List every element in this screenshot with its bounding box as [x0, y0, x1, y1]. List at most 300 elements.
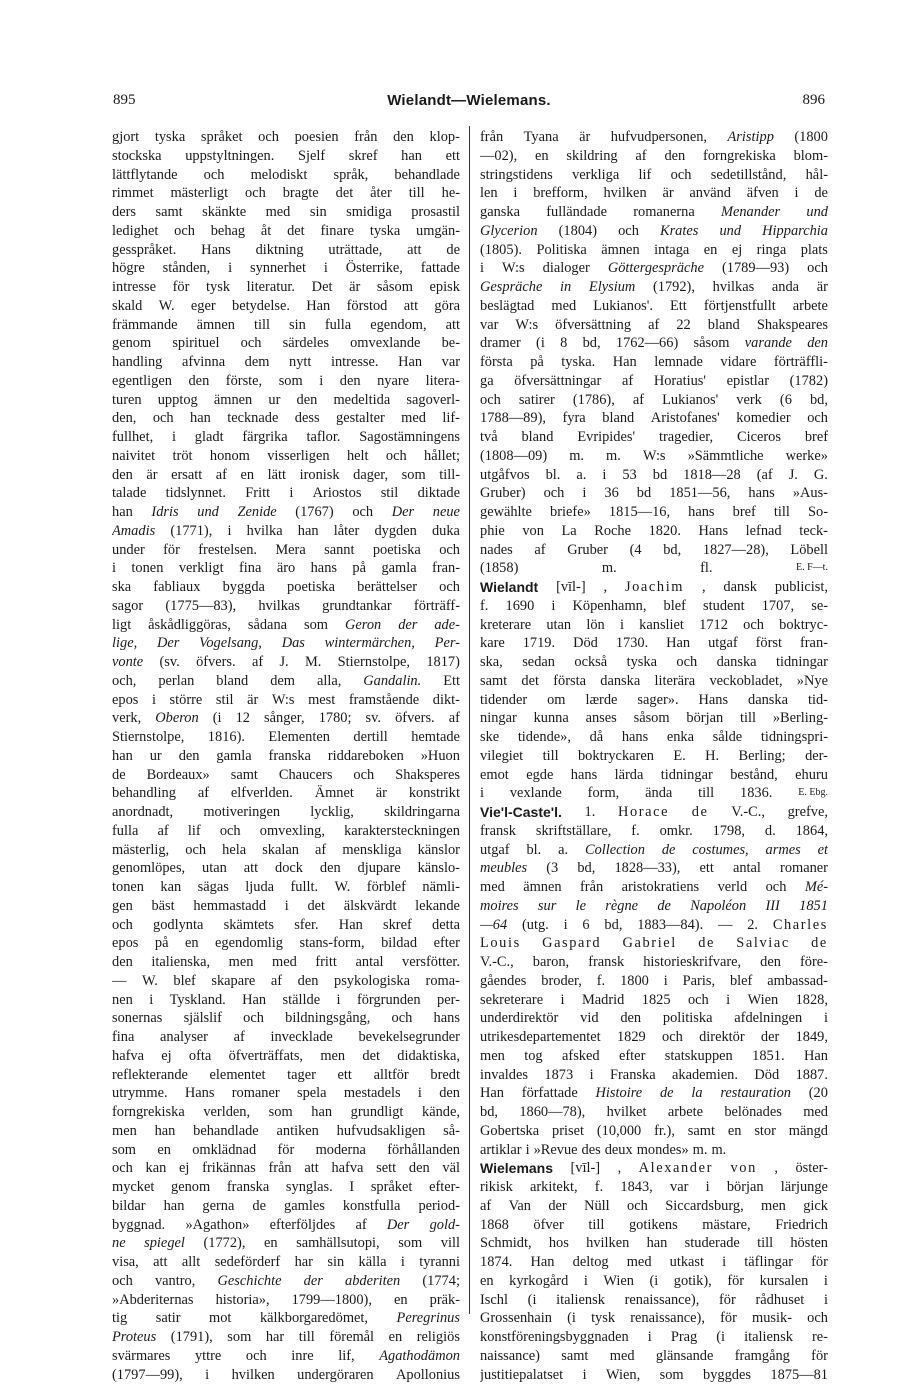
word: känslo- [417, 860, 460, 877]
word: bd [636, 485, 652, 502]
word: en [263, 1235, 278, 1252]
word: till [740, 710, 756, 727]
word: turen [112, 391, 142, 408]
word: och [807, 1310, 828, 1327]
word: Roche [594, 522, 632, 539]
text-line [112, 766, 460, 785]
word: perlan [158, 672, 195, 689]
word: det [521, 672, 540, 689]
italic-title: abderiten [345, 1272, 401, 1289]
text-line [480, 1122, 828, 1141]
word: i [336, 991, 341, 1008]
word: förträff- [413, 597, 460, 614]
italic-title: Der [386, 1216, 410, 1233]
text-line [112, 334, 460, 353]
word: »Abderiternas [112, 1291, 194, 1308]
word: i [513, 185, 518, 202]
word: och [765, 879, 787, 895]
word: och [353, 766, 375, 783]
text-line [480, 484, 828, 503]
word: dager, [353, 466, 389, 483]
word: phie [480, 522, 505, 539]
word: den [112, 466, 133, 483]
word: motiveringen [203, 804, 281, 820]
word: fr.), [654, 1122, 675, 1139]
text-line [112, 222, 460, 241]
word: efterföljdes [269, 1216, 336, 1233]
word: och [618, 222, 639, 239]
word: öfver [533, 1216, 564, 1233]
text-line [480, 259, 828, 278]
word: Han [480, 1085, 504, 1102]
text-line [480, 803, 828, 822]
word: hans [621, 729, 649, 745]
word: bref [804, 429, 828, 445]
word: (i [716, 1329, 726, 1345]
word: i [582, 485, 587, 502]
word: tidslynnet. [165, 485, 226, 502]
italic-title: Krates [659, 222, 699, 239]
word: så- [443, 1122, 460, 1139]
word: stor [754, 1122, 776, 1139]
word: detta [432, 916, 460, 933]
word: komedier [736, 410, 791, 427]
word: Bordeaux» [146, 766, 210, 783]
word: färgrika [242, 429, 288, 445]
word: Friedrich [775, 1216, 828, 1233]
word: i [205, 1366, 210, 1383]
word: der- [805, 747, 828, 764]
word: lättflytande [112, 166, 178, 183]
word: mästerligt [170, 185, 229, 202]
word: förstod [346, 297, 388, 314]
word: och [807, 410, 828, 427]
text-line [480, 1291, 828, 1310]
word: 1762—66) [615, 335, 679, 352]
word: nyare [377, 372, 410, 389]
word: sagor [112, 597, 144, 614]
running-head: Wielandt—Wielemans. [387, 92, 551, 109]
word: i [319, 372, 324, 389]
word: se- [811, 597, 828, 614]
text-line [112, 409, 460, 428]
word: tidningar [660, 766, 713, 783]
word: kunna [533, 710, 569, 727]
italic-title: Göttergespräche [607, 260, 704, 277]
word: äfven [746, 185, 779, 202]
word: konstföreningsbyggnaden [480, 1329, 629, 1345]
word: gjort [112, 129, 140, 145]
text-line [112, 259, 460, 278]
text-line [112, 372, 460, 391]
text-line [112, 1347, 460, 1366]
word: len [480, 185, 498, 202]
text-line [480, 597, 828, 616]
word: historieskrifvare, [643, 954, 742, 970]
text-line [112, 1291, 460, 1310]
word: utgaf [708, 635, 738, 652]
word: omklädnad [192, 1141, 257, 1158]
word: satirer [518, 391, 555, 408]
word: i [560, 991, 565, 1008]
word: 1828—33), [614, 860, 681, 877]
word: inre [291, 1347, 314, 1364]
word: fattade [420, 260, 460, 277]
word: hvilken [586, 1235, 630, 1252]
word: och [245, 185, 266, 202]
word: också [574, 654, 608, 670]
word: med [609, 1347, 635, 1364]
word: 1817) [426, 654, 460, 670]
word: omvexling, [259, 822, 325, 839]
word: ända [645, 785, 673, 802]
word: E. [673, 747, 686, 764]
word: skref [383, 916, 412, 933]
word: 1851—56, [669, 485, 731, 502]
word: fullhet, [112, 429, 154, 445]
word: intresse. [330, 354, 379, 370]
word: Horatius' [653, 372, 706, 389]
word: fina [239, 560, 262, 577]
word: karaktersteckningen [344, 822, 460, 839]
word: spela [296, 1085, 327, 1102]
word: de [814, 185, 828, 202]
text-line [480, 1253, 828, 1272]
word: till [542, 747, 559, 764]
word: m. [601, 560, 617, 577]
word: tager [287, 1066, 316, 1083]
word: tysk [206, 279, 231, 295]
word: djupare [357, 860, 401, 877]
word: (1808—09) [480, 447, 548, 464]
word: Tyskland. [169, 991, 226, 1008]
word: fransk [480, 822, 516, 839]
word: W. [158, 297, 175, 314]
word: han [163, 1197, 185, 1214]
text-line [112, 841, 460, 860]
word: hufvudsakligen [336, 1122, 426, 1139]
word: före- [800, 954, 828, 970]
word: 1860—78), [519, 1104, 586, 1120]
word: i [823, 1272, 828, 1289]
word: och [662, 1029, 683, 1045]
word: ske [480, 729, 500, 745]
word: bland [707, 316, 740, 333]
italic-title: Geschichte [217, 1272, 282, 1289]
word: sett [376, 1160, 397, 1177]
word: fulländade [546, 204, 607, 220]
word: 22 [676, 316, 691, 333]
word: ej [731, 241, 743, 258]
word: Ämnet [314, 785, 354, 802]
word: — [112, 972, 127, 989]
word: på [154, 935, 169, 952]
word: är [247, 691, 259, 708]
italic-title: gold- [429, 1216, 460, 1233]
italic-title: la [691, 1085, 703, 1102]
word: och [385, 447, 407, 464]
word: stockska [112, 147, 162, 164]
text-line [112, 1047, 460, 1066]
word: till [757, 1235, 774, 1252]
word: af [355, 1216, 367, 1233]
text-line [480, 203, 828, 222]
word: fulla [112, 822, 139, 839]
word: för [811, 1347, 828, 1364]
word: Ett [443, 672, 460, 689]
word: italiensk [744, 1329, 793, 1345]
word: boktryckaren [577, 747, 654, 764]
word: de [112, 766, 126, 783]
word: honom [209, 447, 250, 464]
word: och [670, 166, 692, 183]
word: från [354, 129, 378, 145]
text-line [480, 316, 828, 335]
word: är [375, 785, 387, 802]
word: uppstyltningen. [185, 147, 275, 164]
word: och [480, 391, 501, 408]
word: åt [260, 222, 272, 239]
word: publicist, [774, 579, 828, 595]
word: för [163, 541, 180, 558]
word: bildar [112, 1197, 146, 1214]
word: konstfulla [342, 1197, 401, 1214]
word: ningar [480, 710, 517, 727]
word: , [701, 579, 706, 595]
word: (1792), [652, 279, 695, 295]
word: bland [602, 410, 635, 427]
word: på [352, 560, 367, 577]
word: rikisk [480, 1179, 513, 1195]
word: ligt [112, 616, 132, 633]
word: (i [649, 1272, 659, 1289]
word: känslor [417, 841, 460, 858]
word: nades [480, 541, 513, 558]
word: stans-form, [299, 935, 365, 952]
word: epos [112, 691, 139, 708]
word: V.-C., [731, 804, 765, 820]
word: (1789—93) [722, 260, 790, 277]
word: skriftställare, [535, 822, 612, 839]
word: det [287, 222, 305, 239]
italic-title: Per- [434, 635, 460, 652]
word: 1828, [795, 991, 828, 1008]
word: i [563, 916, 568, 933]
headword: Wielandt [480, 579, 539, 595]
word: (1797—99), [112, 1366, 183, 1383]
word: den [439, 1085, 460, 1102]
text-line [480, 466, 828, 485]
word: i [323, 260, 328, 277]
word: Siccardsburg, [665, 1197, 744, 1214]
word: [vīl-] [556, 579, 586, 595]
word: om [547, 691, 566, 708]
italic-title: ade- [434, 616, 460, 633]
word: lif [187, 822, 201, 839]
word: antal [732, 860, 761, 877]
word: kansliet [639, 616, 684, 633]
word: för [720, 1310, 737, 1327]
spaced-name: de [691, 804, 709, 820]
word: Han [338, 916, 363, 933]
word: med [480, 879, 505, 895]
word: (1774; [422, 1272, 460, 1289]
word: sager». [637, 691, 679, 708]
word: (1772), [203, 1235, 246, 1252]
word: till [408, 185, 425, 202]
column-rule [469, 126, 470, 1314]
word: student [703, 597, 745, 614]
word: fransk [588, 954, 625, 970]
text-line [112, 972, 460, 991]
word: veckobladet, [709, 672, 783, 689]
word: bland [521, 429, 554, 445]
word: (20 [808, 1085, 828, 1102]
word: byggda [222, 579, 265, 595]
headword: Vie'l-Caste'l. [480, 804, 562, 820]
word: och [112, 916, 133, 933]
word: af [251, 654, 264, 670]
word: poetiska [372, 541, 421, 558]
word: 1874. [480, 1254, 513, 1270]
text-line [480, 953, 828, 972]
word: i [726, 991, 731, 1008]
word: rådhuset [755, 1291, 805, 1308]
word: Ariostos [312, 485, 362, 502]
word: den [188, 372, 210, 389]
word: efter [433, 935, 460, 952]
word: fulla [324, 316, 352, 333]
word: betydelse. [232, 297, 290, 314]
word: diktning [255, 241, 304, 258]
italic-title: spiegel [144, 1235, 185, 1252]
italic-title: neue [432, 504, 460, 520]
word: lön [586, 616, 605, 633]
word: skänkte [202, 204, 247, 220]
word: statskuppen [664, 1047, 733, 1064]
text-line [480, 766, 828, 785]
text-line [480, 934, 828, 953]
word: blef [729, 972, 753, 989]
word: d. [764, 822, 776, 839]
word: tyska [154, 129, 186, 145]
word: med [265, 204, 291, 220]
word: Van [508, 1197, 531, 1214]
word: fyra [562, 410, 586, 427]
word: per- [437, 991, 460, 1008]
text-line [480, 841, 828, 860]
word: romaner [231, 1085, 280, 1102]
word: öfversättningar [514, 372, 602, 389]
word: efter [619, 1047, 646, 1064]
word: mästare, [702, 1216, 751, 1233]
word: bredt [430, 1066, 460, 1083]
word: men [320, 1047, 346, 1064]
word: en [184, 935, 199, 952]
word: fran- [799, 635, 828, 652]
word: är [662, 185, 674, 202]
word: i [525, 1141, 530, 1158]
word: af [233, 1029, 245, 1045]
word: de [252, 1197, 267, 1214]
word: som [112, 1141, 136, 1158]
word: sedan [522, 654, 555, 670]
word: (1782) [789, 372, 828, 389]
word: bd [652, 466, 668, 483]
text-line [480, 578, 828, 597]
word: finare [320, 222, 355, 239]
word: af [215, 466, 227, 483]
italic-title: costumes, [692, 841, 749, 858]
word: bd, [577, 860, 596, 877]
text-line [480, 541, 828, 560]
word: (i [212, 710, 222, 727]
word: eger [190, 297, 216, 314]
word: Han [242, 991, 267, 1008]
word: M. [304, 654, 322, 670]
word: 1875—81 [770, 1366, 828, 1383]
word: franska [226, 1179, 270, 1195]
word: samt [155, 204, 183, 220]
word: egde [526, 766, 554, 783]
word: i [582, 1366, 587, 1383]
word: Det [311, 279, 333, 295]
word: och [240, 335, 262, 352]
italic-title: Peregrinus [396, 1310, 460, 1327]
word: dem [244, 354, 270, 370]
word: 1799—1800), [291, 1291, 372, 1308]
spaced-name: von [730, 1160, 757, 1177]
word: gotik), [673, 1272, 712, 1289]
word: analyser [160, 1029, 208, 1045]
word: såsom [376, 279, 413, 295]
text-line [112, 128, 460, 147]
word: hans [748, 485, 775, 502]
italic-title: in [560, 279, 572, 295]
word: , [774, 1160, 778, 1177]
italic-title: et [817, 841, 828, 858]
word: en [157, 1141, 171, 1158]
headword: Wielemans [480, 1160, 554, 1177]
word: rimmet [112, 185, 154, 202]
word: i [480, 260, 484, 277]
word: umgän- [416, 222, 460, 239]
word: i [602, 466, 607, 483]
word: —02), [480, 147, 518, 164]
word: taflor. [306, 429, 341, 445]
word: Lukianos' [662, 391, 719, 408]
word: dess [294, 410, 320, 427]
text-line [480, 1309, 828, 1328]
word: (1767) [295, 504, 334, 520]
word: La [561, 522, 577, 539]
italic-title: Vogelsang, [199, 635, 262, 652]
word: gesspråket. [112, 241, 177, 258]
text-line [112, 897, 460, 916]
word: kan [160, 879, 182, 895]
text-line [480, 1366, 828, 1385]
word: tragedier, [658, 429, 714, 445]
word: arbete [792, 297, 828, 314]
text-line [112, 803, 460, 822]
text-line [480, 878, 828, 897]
word: Hans [698, 691, 729, 708]
word: forngrekiska [112, 1104, 185, 1120]
spaced-name: de [698, 935, 715, 952]
word: m. [569, 447, 584, 464]
text-line [112, 1066, 460, 1085]
italic-title: armes [765, 841, 801, 858]
